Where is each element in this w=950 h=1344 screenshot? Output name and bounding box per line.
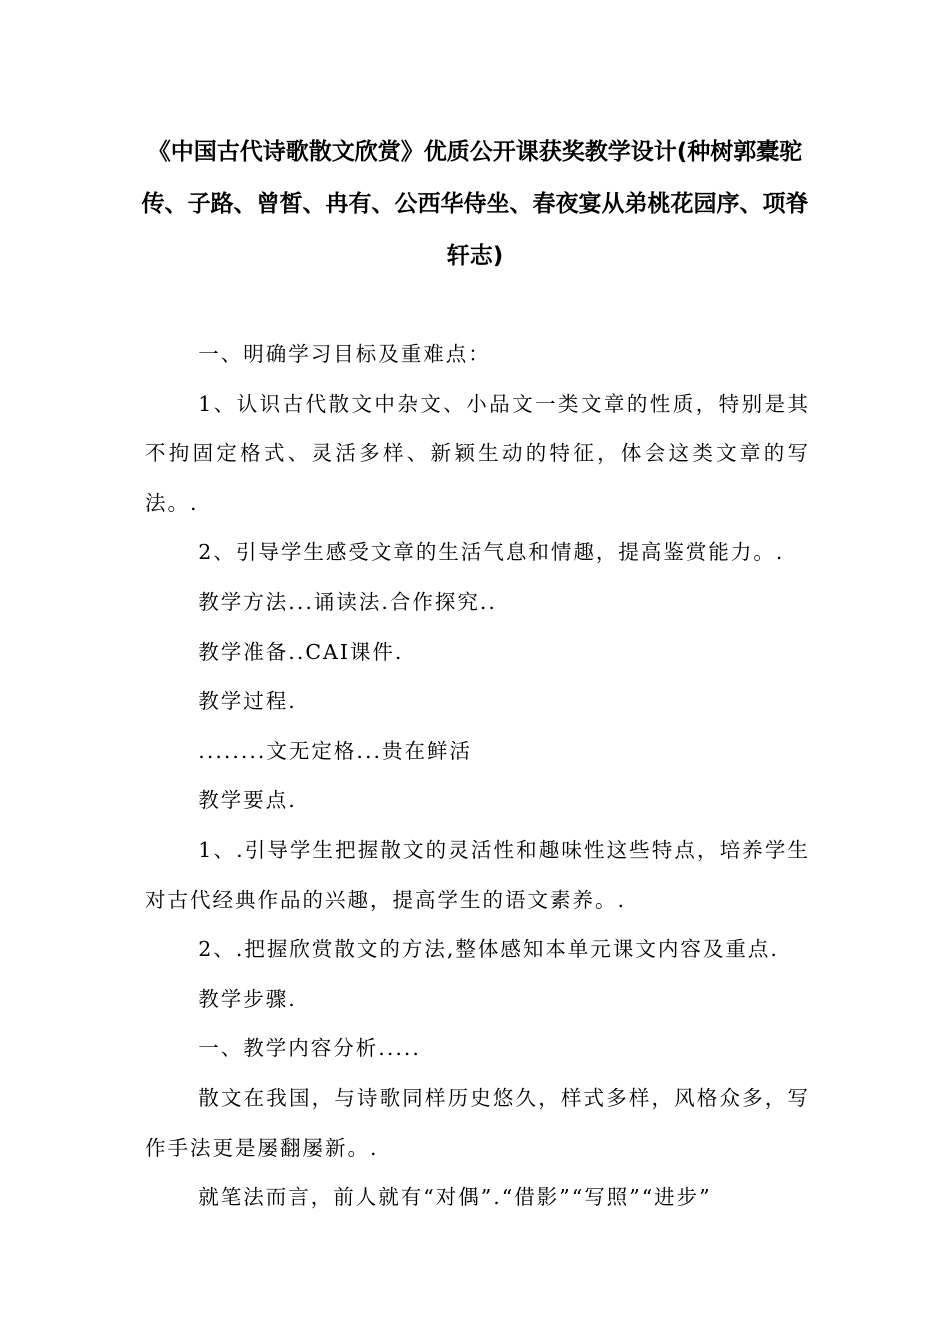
paragraph-key-points-heading: 教学要点. — [198, 788, 297, 813]
paragraph-teaching-method: 教学方法...诵读法.合作探究.. — [198, 589, 497, 614]
paragraph-teaching-process: 教学过程. — [198, 689, 297, 714]
paragraph-process-theme: ........文无定格...贵在鲜活 — [198, 738, 472, 763]
paragraph-key-point-1: 1、.引导学生把握散文的灵活性和趣味性这些特点，培养学生对古代经典作品的兴趣，提高学生的语文素养。. — [145, 837, 810, 912]
paragraph-key-point-2: 2、.把握欣赏散文的方法,整体感知本单元课文内容及重点. — [198, 937, 779, 962]
paragraph-prose-history: 散文在我国，与诗歌同样历史悠久，样式多样，风格众多，写作手法更是屡翻屡新。. — [145, 1085, 810, 1160]
paragraph-writing-techniques: 就笔法而言，前人就有“对偶”.“借影”“写照”“进步” — [198, 1185, 712, 1210]
paragraph-teaching-steps: 教学步骤. — [198, 986, 297, 1011]
document-body — [145, 330, 810, 1223]
paragraph-objectives-heading: 一、明确学习目标及重难点： — [198, 342, 491, 366]
paragraph-teaching-preparation: 教学准备..CAI课件. — [198, 639, 404, 664]
paragraph-objective-1: 1、认识古代散文中杂文、小品文一类文章的性质，特别是其不拘固定格式、灵活多样、新颖生动的特征，体会这类文章的写法。. — [145, 391, 810, 515]
paragraph-objective-2: 2、引导学生感受文章的生活气息和情趣，提高鉴赏能力。. — [198, 540, 785, 565]
paragraph-content-analysis: 一、教学内容分析..... — [198, 1036, 421, 1061]
document-title: 《中国古代诗歌散文欣赏》优质公开课获奖教学设计(种树郭橐驼传、子路、曾皙、冉有、公西华侍坐、春夜宴从弟桃花园序、项脊轩志) — [141, 139, 809, 269]
